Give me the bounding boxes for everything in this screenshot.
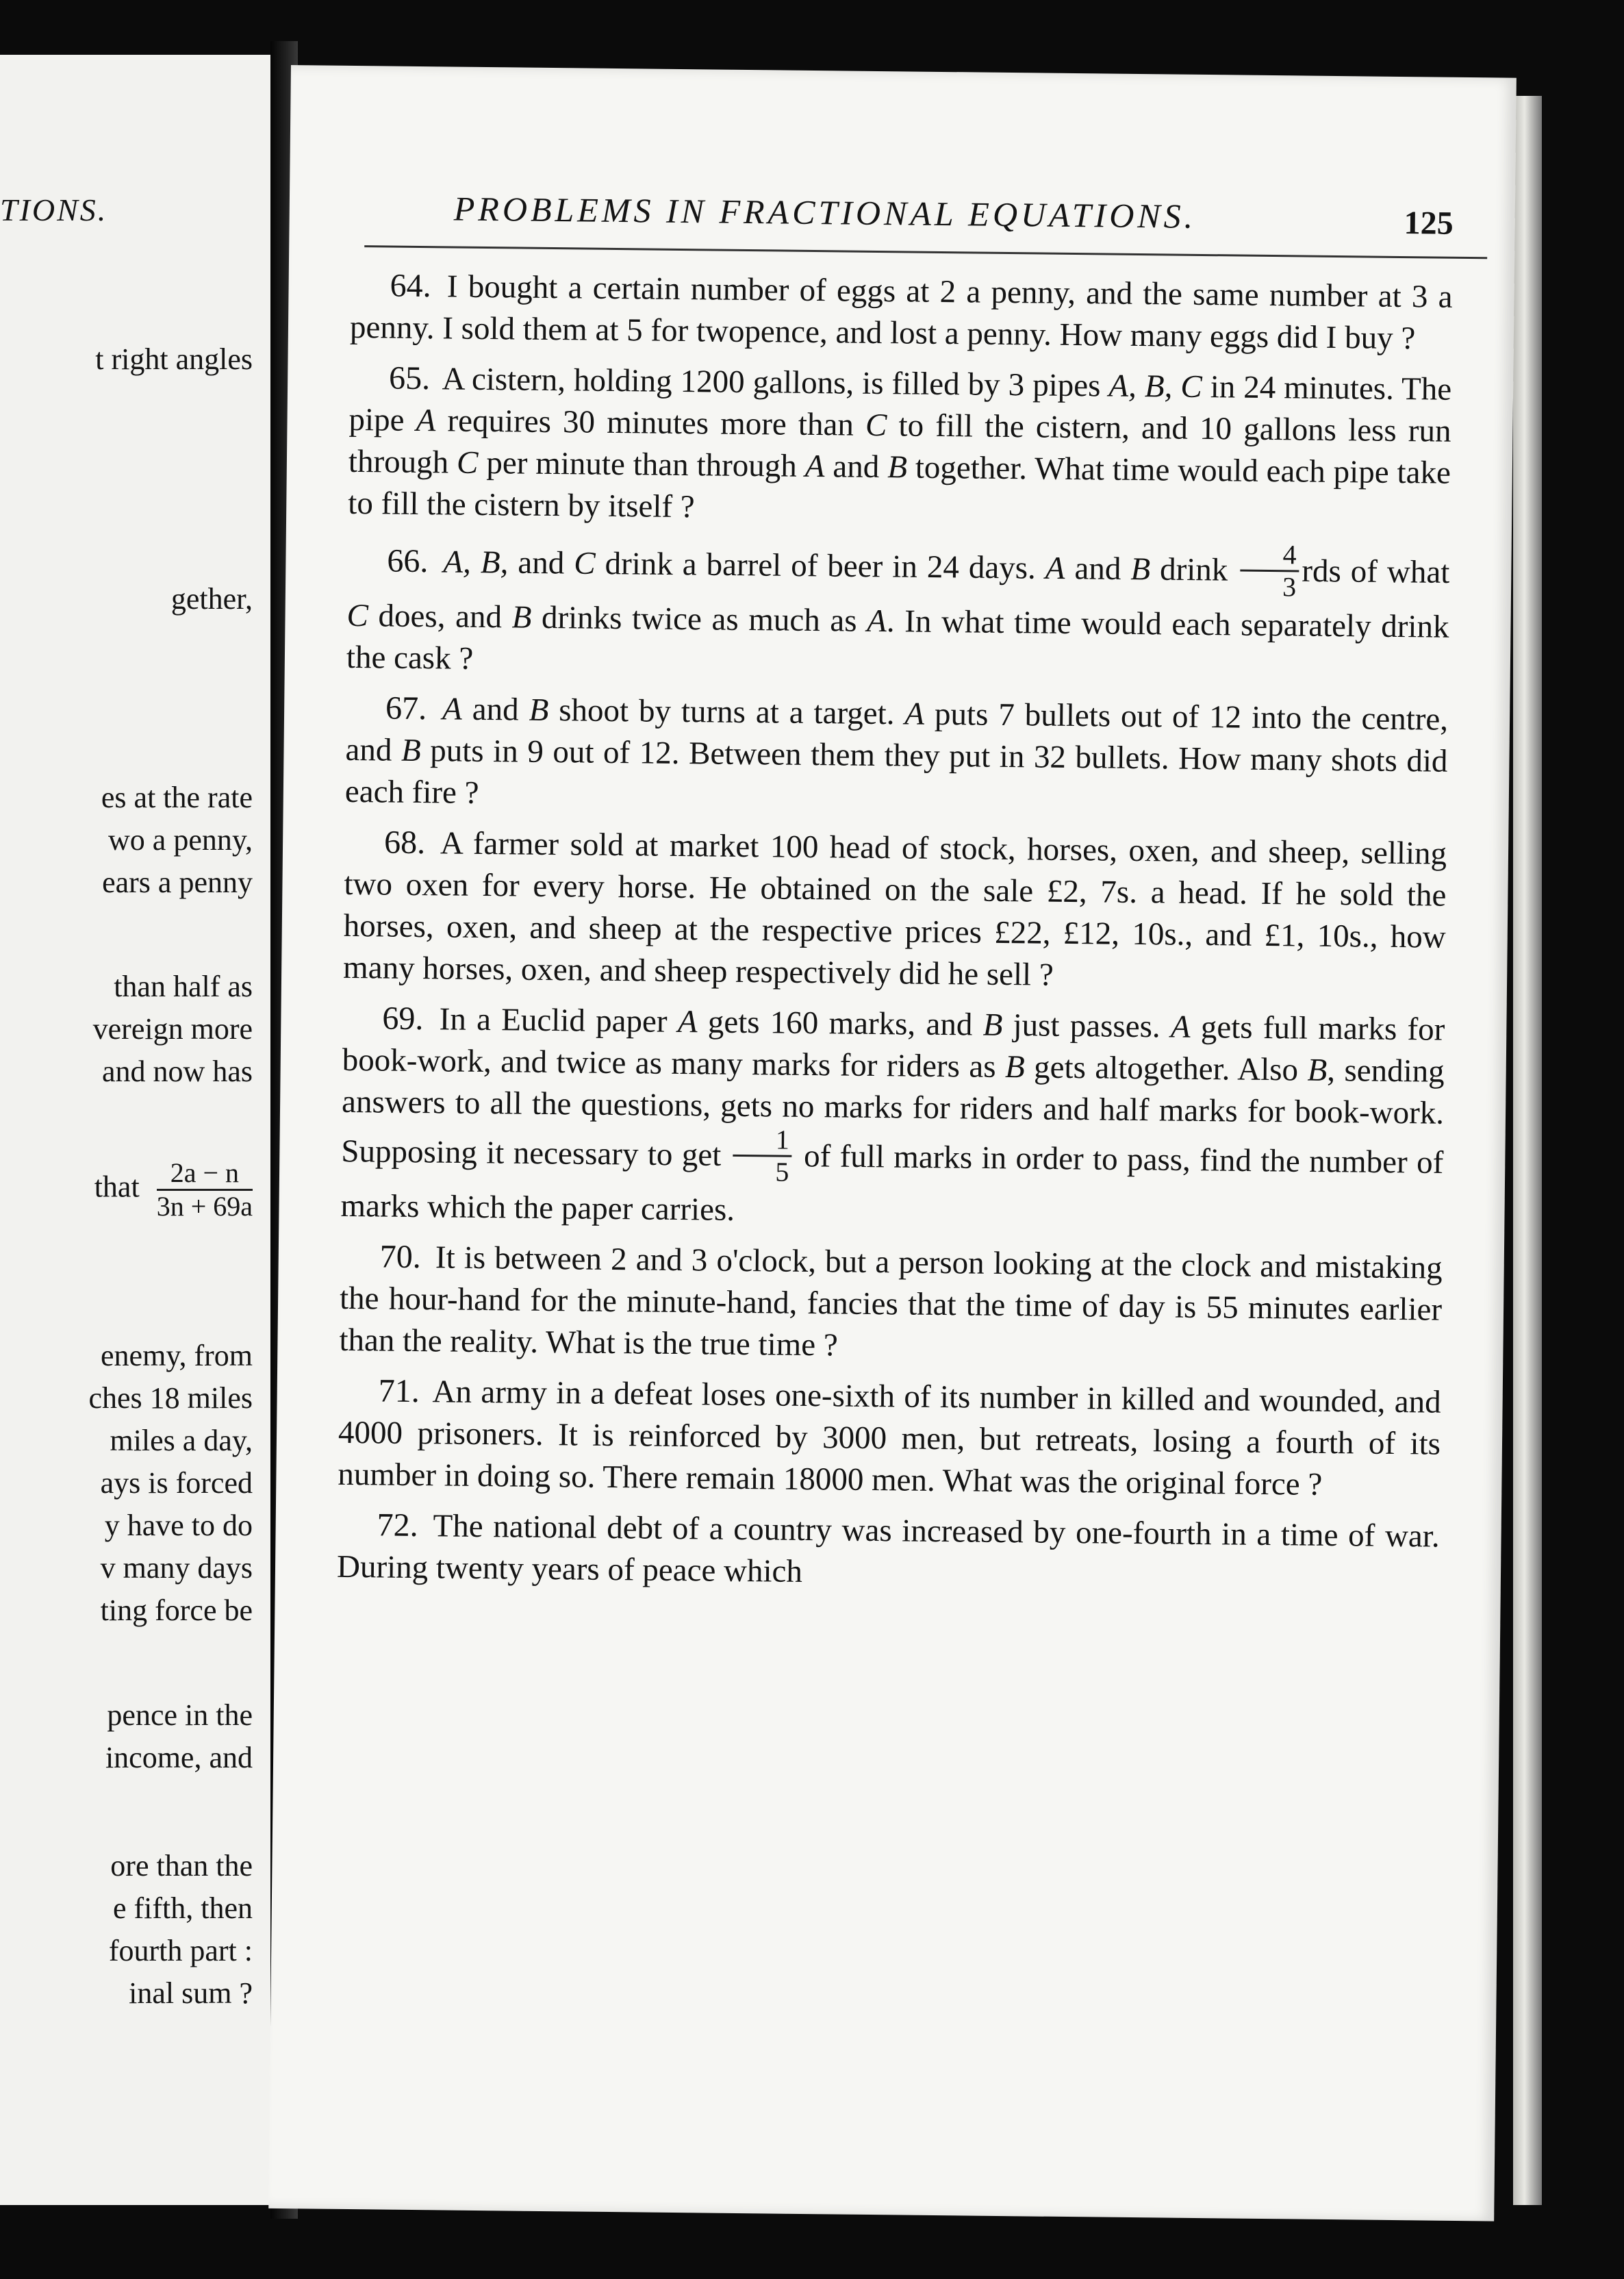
problem-text: to fill the cistern, and 10 gallons less run through bbox=[348, 407, 1451, 481]
problem-text: drink a barrel of beer in 24 days. bbox=[595, 545, 1046, 586]
running-head bbox=[453, 189, 1481, 248]
variable: C bbox=[573, 545, 596, 581]
problem-text: and bbox=[1065, 551, 1131, 588]
problem-text: An army in a defeat loses one-sixth of its number in killed and wounded, and 4000 prisoners. It is reinforced by 3000 men, but retreats, losing a fourth of its number in doing so. There remain 18000 men. What was the original force ? bbox=[338, 1374, 1441, 1502]
problem-list bbox=[337, 264, 1453, 1608]
variable: A, B, bbox=[443, 544, 509, 581]
left-page-line: than half as bbox=[114, 970, 253, 1003]
problem-text: A farmer sold at market 100 head of stock, horses, oxen, and sheep, selling two oxen for every horse. He obtained on the sale £2, 7s. a head. If he sold the horses, oxen, and sheep at the respective prices £22, £12, 10s., and £1, 10s., how many horses, oxen, and sheep respectively did he sell ? bbox=[342, 825, 1447, 993]
problem-text: does, and bbox=[368, 598, 512, 635]
left-page-line: vereign more bbox=[92, 1012, 253, 1046]
variable: B bbox=[982, 1007, 1003, 1043]
fraction-numerator: 1 bbox=[733, 1124, 792, 1157]
problem-text: and bbox=[824, 449, 888, 486]
left-page-line: fourth part : bbox=[108, 1934, 253, 1967]
left-page-line: gether, bbox=[170, 582, 253, 616]
variable: A bbox=[677, 1003, 698, 1040]
problem-text: gets altogether. Also bbox=[1024, 1049, 1308, 1088]
left-page-line: v many days bbox=[100, 1551, 253, 1585]
variable: A bbox=[416, 402, 436, 439]
left-page-line: e fifth, then bbox=[112, 1891, 253, 1925]
problem-text: rds of what bbox=[1302, 553, 1450, 591]
problem-text: gets 160 marks, and bbox=[697, 1004, 983, 1043]
variable: B bbox=[401, 732, 421, 769]
problem-number: 68. bbox=[383, 824, 426, 861]
problem-69 bbox=[340, 997, 1445, 1239]
fraction-denominator: 3 bbox=[1282, 571, 1297, 603]
left-page-line: and now has bbox=[102, 1055, 253, 1088]
problem-text: The national debt of a country was increased by one-fourth in a time of war. During twenty years of peace which bbox=[336, 1508, 1440, 1589]
left-page-line: income, and bbox=[105, 1741, 253, 1774]
problem-text: I bought a certain number of eggs at 2 a penny, and the same number at 3 a penny. I sold them at 5 for twopence, and lost a penny. How many eggs did I buy ? bbox=[349, 268, 1453, 357]
variable: A bbox=[866, 603, 887, 640]
left-fraction bbox=[157, 1157, 253, 1222]
problem-text: It is between 2 and 3 o'clock, but a person looking at the clock and mistaking the hour-hand for the minute-hand, fancies that the time of day is 55 minutes earlier than the reality. What is the true time ? bbox=[339, 1239, 1443, 1363]
variable: A bbox=[904, 696, 925, 732]
problem-text: in 24 minutes. The pipe bbox=[348, 368, 1452, 438]
left-page-line: enemy, from bbox=[101, 1339, 253, 1372]
problem-text: A cistern, holding 1200 gallons, is filled by 3 pipes bbox=[442, 361, 1109, 404]
right-page bbox=[268, 65, 1517, 2221]
left-fraction-denominator: 3n + 69a bbox=[156, 1191, 253, 1222]
problem-text: just passes. bbox=[1002, 1007, 1171, 1045]
left-page-line: wo a penny, bbox=[108, 823, 253, 857]
problem-64 bbox=[350, 264, 1453, 360]
left-page-line: miles a day, bbox=[110, 1424, 253, 1457]
variable: B bbox=[1307, 1052, 1328, 1088]
problem-text: drinks twice as much as bbox=[531, 599, 867, 639]
problem-text: together. What time would each pipe take to fill the cistern by itself ? bbox=[348, 449, 1451, 525]
fraction-four-thirds bbox=[1240, 540, 1299, 603]
variable: A bbox=[804, 448, 825, 485]
problem-number: 65. bbox=[388, 360, 431, 397]
page-number: 125 bbox=[1404, 205, 1454, 242]
problem-text: per minute than through bbox=[478, 444, 806, 484]
left-fraction-line bbox=[94, 1157, 253, 1222]
left-page bbox=[0, 55, 276, 2205]
page-edge bbox=[1513, 96, 1542, 2205]
fraction-one-fifth bbox=[733, 1124, 792, 1187]
left-page-line: es at the rate bbox=[101, 781, 253, 814]
problem-text: In a Euclid paper bbox=[439, 1001, 678, 1040]
left-page-line: t right angles bbox=[95, 342, 253, 376]
fraction-numerator: 4 bbox=[1240, 540, 1299, 572]
variable: B bbox=[529, 692, 549, 728]
problem-text: requires 30 minutes more than bbox=[435, 403, 866, 443]
problem-text: puts 7 bullets out of 12 into the centre, and bbox=[345, 696, 1449, 768]
problem-68 bbox=[343, 821, 1447, 1000]
problem-71 bbox=[338, 1370, 1441, 1507]
left-running-head: TIONS. bbox=[0, 192, 108, 227]
problem-number: 71. bbox=[378, 1372, 420, 1410]
variable: C bbox=[456, 444, 479, 481]
variable: C bbox=[346, 597, 369, 634]
variable: C bbox=[865, 407, 887, 444]
variable: B bbox=[887, 449, 908, 486]
problem-number: 70. bbox=[379, 1238, 422, 1276]
problem-67 bbox=[345, 687, 1449, 824]
problem-text: , sending answers to all the questions, gets no marks for riders and half marks for book-work. Supposing it necessary to get bbox=[341, 1052, 1445, 1174]
problem-text: and bbox=[461, 691, 529, 728]
left-fraction-numerator: 2a − n bbox=[157, 1157, 253, 1191]
problem-number: 67. bbox=[385, 690, 427, 727]
left-page-line: ays is forced bbox=[100, 1466, 253, 1500]
problem-text: of full marks in order to pass, find the number of marks which the paper carries. bbox=[340, 1138, 1444, 1228]
problem-number: 66. bbox=[387, 542, 429, 580]
problem-number: 72. bbox=[377, 1507, 418, 1544]
left-page-line: inal sum ? bbox=[129, 1976, 253, 2010]
problem-66 bbox=[346, 533, 1450, 690]
left-page-line: ears a penny bbox=[102, 866, 253, 899]
left-page-line: ches 18 miles bbox=[88, 1381, 253, 1415]
variable: B bbox=[511, 599, 532, 635]
problem-number: 64. bbox=[390, 267, 431, 305]
fraction-denominator: 5 bbox=[775, 1156, 789, 1187]
problem-70 bbox=[339, 1235, 1443, 1373]
variable: A bbox=[1045, 550, 1065, 587]
left-page-line: pence in the bbox=[107, 1698, 253, 1732]
variable: B bbox=[1004, 1049, 1025, 1085]
problem-text: gets full marks for book-work, and twice as many marks for riders as bbox=[342, 1009, 1445, 1085]
left-fraction-prefix: that bbox=[94, 1170, 140, 1204]
left-page-line: y have to do bbox=[104, 1509, 253, 1542]
header-rule bbox=[364, 245, 1487, 259]
variable: B bbox=[1130, 551, 1151, 588]
running-head-title: PROBLEMS IN FRACTIONAL EQUATIONS. bbox=[453, 189, 1197, 236]
problem-number: 69. bbox=[382, 1000, 424, 1037]
problem-text: puts in 9 out of 12. Between them they put in 32 bullets. How many shots did each fire ? bbox=[344, 733, 1448, 811]
problem-text: and bbox=[508, 544, 574, 581]
variable: A bbox=[442, 691, 463, 727]
left-page-line: ore than the bbox=[110, 1849, 253, 1883]
problem-text: . In what time would each separately drink the cask ? bbox=[346, 603, 1449, 677]
left-page-line: ting force be bbox=[100, 1594, 253, 1627]
variable: A bbox=[1170, 1009, 1191, 1045]
problem-text: shoot by turns at a target. bbox=[548, 692, 905, 732]
problem-65 bbox=[348, 357, 1451, 536]
variable: A, B, C bbox=[1108, 368, 1203, 405]
problem-text: drink bbox=[1150, 551, 1238, 588]
problem-72 bbox=[337, 1504, 1440, 1600]
